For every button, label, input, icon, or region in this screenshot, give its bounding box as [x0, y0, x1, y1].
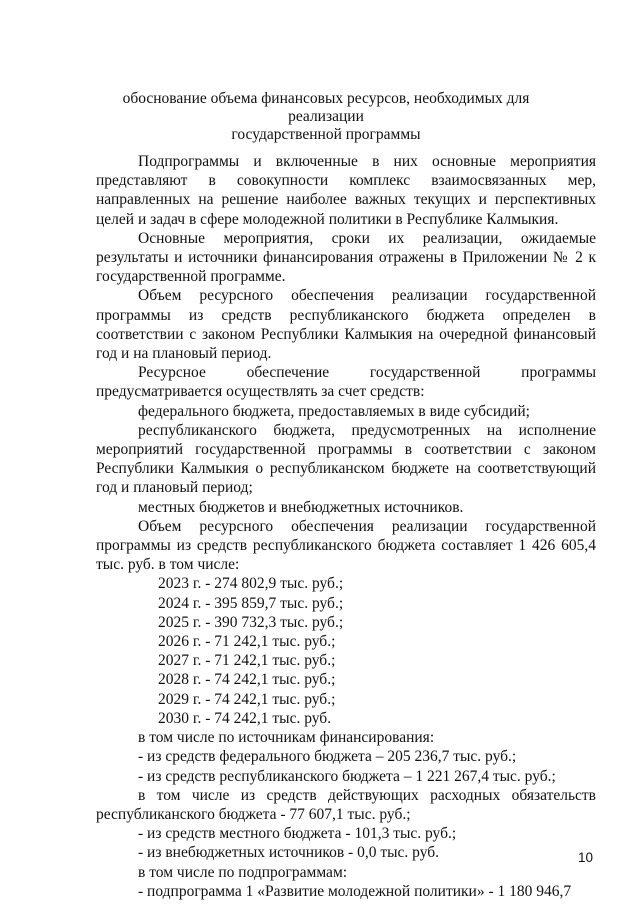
source-item: федерального бюджета, предоставляемых в виде субсидий; [138, 402, 530, 420]
section-heading [100, 90, 552, 144]
page-number: 10 [578, 850, 594, 865]
obligations-line: в том числе из средств действующих расходных обязательств республиканского бюджета - 77 607,1 тыс. руб.; [96, 786, 596, 823]
source-item: республиканского бюджета, предусмотренных на исполнение мероприятий государственной программы в соответствии с законом Республики Калмыкия о республиканском бюджете на соответствующий год и плановый период; [96, 421, 596, 497]
heading-line-1: обоснование объема финансовых ресурсов, необходимых для реализации [122, 90, 530, 125]
subprogram-1-line: - подпрограмма 1 «Развитие молодежной политики» - 1 180 946,7 [138, 882, 572, 900]
offbudget-line: - из внебюджетных источников - 0,0 тыс. руб. [138, 844, 440, 862]
year-row: 2028 г. - 74 242,1 тыс. руб.; [158, 671, 336, 689]
year-row: 2030 г. - 74 242,1 тыс. руб. [158, 709, 332, 727]
paragraph: Подпрограммы и включенные в них основные мероприятия представляют в совокупности комплекс взаимосвязанных мер, направленных на решение наиболее важных текущих и перспективных целей и задач в сфере молодежной политики в Республике Калмыкия. [96, 153, 596, 228]
by-source-title: в том числе по источникам финансирования: [138, 729, 435, 747]
year-row: 2025 г. - 390 732,3 тыс. руб.; [158, 613, 344, 631]
year-row: 2023 г. - 274 802,9 тыс. руб.; [158, 575, 344, 593]
republic-budget-line: - из средств республиканского бюджета – 1 221 267,4 тыс. руб.; [138, 767, 556, 785]
paragraph: Объем ресурсного обеспечения реализации государственной программы из средств республиканского бюджета определен в соответствии с законом Республики Калмыкия на очередной финансовый год и на плановый период. [96, 287, 596, 363]
by-subprogram-title: в том числе по подпрограммам: [138, 863, 348, 881]
heading-line-2: государственной программы [231, 126, 421, 143]
year-row: 2026 г. - 71 242,1 тыс. руб.; [158, 633, 336, 651]
local-budget-line: - из средств местного бюджета - 101,3 тыс. руб.; [138, 825, 457, 843]
document-body [96, 152, 596, 901]
source-item: местных бюджетов и внебюджетных источников. [138, 498, 464, 516]
year-row: 2024 г. - 395 859,7 тыс. руб.; [158, 594, 344, 612]
year-row: 2027 г. - 71 242,1 тыс. руб.; [158, 652, 336, 670]
paragraph: Ресурсное обеспечение государственной программы предусматривается осуществлять за счет средств: [96, 364, 596, 401]
total-funding: Объем ресурсного обеспечения реализации государственной программы из средств республиканского бюджета составляет 1 426 605,4 тыс. руб. в том числе: [96, 517, 596, 574]
federal-budget-line: - из средств федерального бюджета – 205 236,7 тыс. руб.; [138, 748, 517, 766]
paragraph: Основные мероприятия, сроки их реализации, ожидаемые результаты и источники финансирования отражены в Приложении № 2 к государственной программе. [96, 229, 596, 286]
year-row: 2029 г. - 74 242,1 тыс. руб.; [158, 690, 336, 708]
